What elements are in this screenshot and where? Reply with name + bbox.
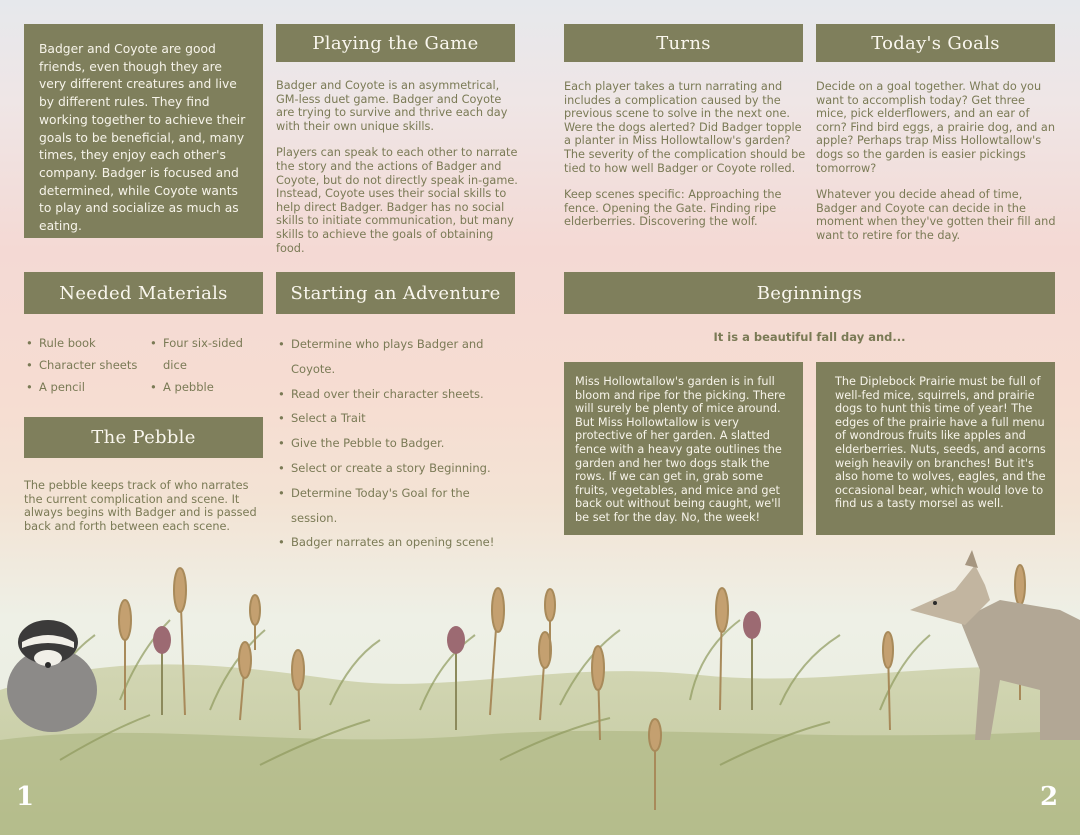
turns-body	[564, 80, 806, 242]
list-item: • Give the Pebble to Badger.	[278, 431, 518, 456]
list-item: • Determine Today's Goal for the session.	[278, 481, 518, 531]
list-item: • Four six-sided dice	[150, 332, 268, 376]
beginning-garden-panel	[564, 362, 803, 535]
playing-paragraph-1: Badger and Coyote is an asymmetrical, GM-less duet game. Badger and Coyote are trying to survive and thrive each day with their own unique skills.	[276, 79, 508, 133]
pebble-text: The pebble keeps track of who narrates the current complication and scene. It always begins with Badger and is passed back and forth between each scene.	[24, 479, 257, 533]
list-item: • Character sheets	[26, 354, 151, 376]
goals-paragraph-1: Decide on a goal together. What do you want to accomplish today? Get three mice, pick elderflowers, and an ear of corn? Find bird eggs, a prairie dog, and an apple? Perhaps trap Miss Hollowtallow's dogs so the garden is easier pickings tomorrow?	[816, 80, 1056, 175]
playing-paragraph-2: Players can speak to each other to narrate the story and the actions of Badger and Coyote, but do not directly speak in-game. Instead, Coyote uses their social skills to help direct Badger. Badger has no social skills to initiate communication, but many skills to achieve the goals of obtaining food.	[276, 146, 518, 255]
adventure-list	[278, 332, 518, 555]
beginning-prairie-panel	[816, 362, 1055, 535]
beginning-prairie-text: The Diplebock Prairie must be full of well-fed mice, squirrels, and prairie dogs to hunt this time of year! The edges of the prairie have a full menu of wondrous fruits like apples and elderberries. Nuts, seeds, and acorns weigh heavily on branches! But it's also home to wolves, eagles, and the occasional bear, which would love to find us a tasty morsel as well.	[835, 375, 1046, 511]
page-number-right: 2	[1040, 782, 1059, 812]
list-item: • Select or create a story Beginning.	[278, 456, 518, 481]
beginning-garden-text: Miss Hollowtallow's garden is in full bloom and ripe for the picking. There will surely be plenty of mice around. But Miss Hollowtallow is very protective of her garden. A slatted fence with a heavy gate outlines the garden and her two dogs stalk the rows. If we can get in, grab some fruits, vegetables, and mice and get back out without being caught, we'll be set for the day. No, the week!	[575, 375, 786, 524]
playing-body	[276, 79, 518, 268]
turns-title: Turns	[656, 32, 711, 54]
beginnings-subtitle: It is a beautiful fall day and...	[713, 330, 906, 344]
pebble-header	[24, 417, 263, 458]
beginnings-header	[564, 272, 1055, 314]
playing-header	[276, 24, 515, 62]
list-item: • A pencil	[26, 376, 151, 398]
materials-title: Needed Materials	[59, 282, 228, 304]
materials-list-col1	[26, 332, 151, 398]
grass-ground-shade	[0, 730, 1080, 835]
goals-body	[816, 80, 1058, 256]
intro-text: Badger and Coyote are good friends, even though they are very different creatures and live by different rules. They find working together to achieve their goals to be beneficial, and, many times, they enjoy each other's company. Badger is focused and determined, while Coyote wants to play and socialize as much as eating.	[39, 42, 246, 234]
badger-illustration	[7, 620, 97, 732]
goals-title: Today's Goals	[871, 32, 1000, 54]
turns-paragraph-1: Each player takes a turn narrating and includes a complication caused by the previous scene to solve in the next one. Were the dogs alerted? Did Badger topple a planter in Miss Hollowtallow's garden? The severity of the complication should be tied to how well Badger or Coyote rolled.	[564, 80, 806, 175]
materials-header	[24, 272, 263, 314]
list-item: • Determine who plays Badger and Coyote.	[278, 332, 518, 382]
list-item: • Read over their character sheets.	[278, 382, 518, 407]
beginnings-title: Beginnings	[756, 282, 863, 304]
goals-paragraph-2: Whatever you decide ahead of time, Badger and Coyote can decide in the moment when they've gotten their fill and want to retire for the day.	[816, 188, 1056, 242]
list-item: • A pebble	[150, 376, 268, 398]
playing-title: Playing the Game	[312, 32, 479, 54]
list-item: • Rule book	[26, 332, 151, 354]
materials-list-col2	[150, 332, 268, 398]
page-number-left: 1	[16, 782, 35, 812]
turns-paragraph-2: Keep scenes specific: Approaching the fence. Opening the Gate. Finding ripe elderberries. Discovering the wolf.	[564, 188, 782, 229]
goals-header	[816, 24, 1055, 62]
adventure-header	[276, 272, 515, 314]
list-item: • Select a Trait	[278, 406, 518, 431]
adventure-title: Starting an Adventure	[290, 282, 501, 304]
pebble-title: The Pebble	[91, 427, 196, 448]
prairie-illustration	[0, 540, 1080, 835]
list-item: • Badger narrates an opening scene!	[278, 530, 518, 555]
intro-panel	[24, 24, 263, 238]
turns-header	[564, 24, 803, 62]
